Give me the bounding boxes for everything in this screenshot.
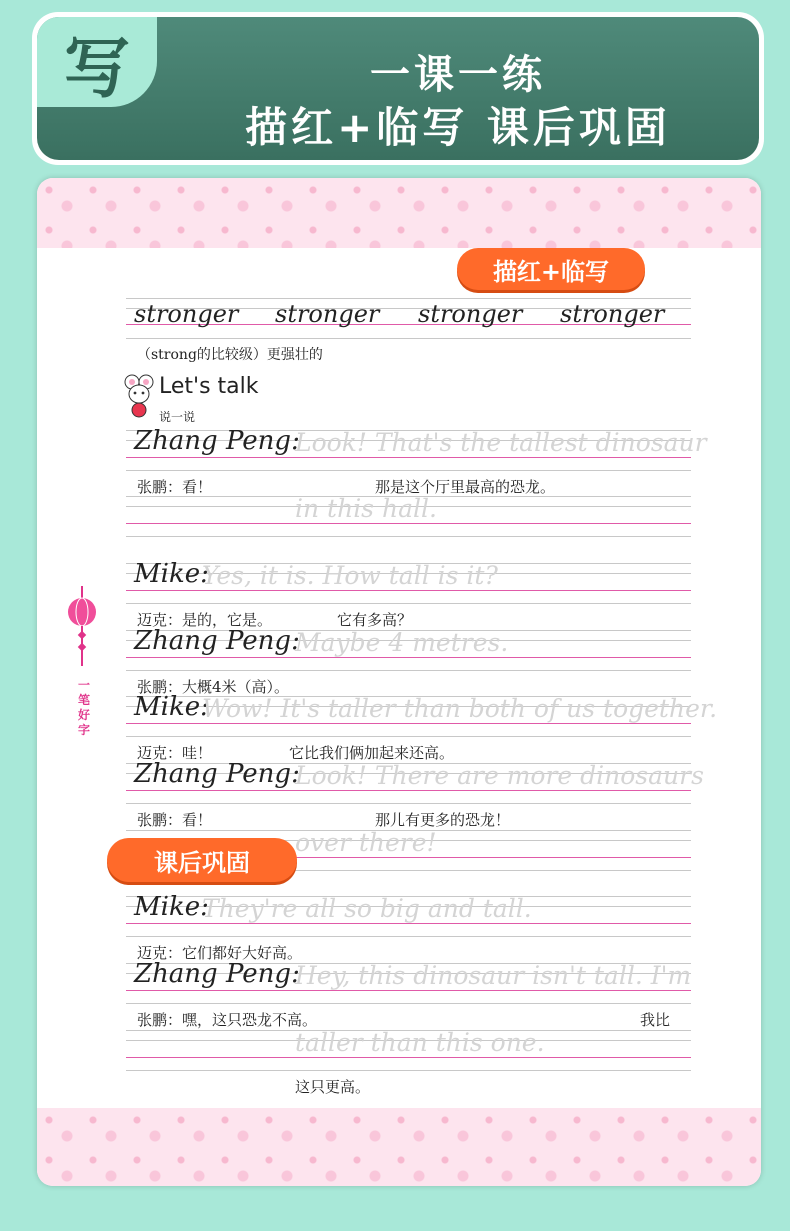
- ruled-line: [126, 523, 691, 524]
- floral-border-bottom: [37, 1108, 761, 1186]
- ruled-line: [126, 657, 691, 658]
- dialogue-4-cn-b: 它比我们俩加起来还高。: [289, 744, 455, 762]
- ruled-line: [126, 923, 691, 924]
- dialogue-5-trace-line: Look! There are more dinosaurs: [295, 761, 704, 790]
- ruled-line: [126, 590, 691, 591]
- header-title: 一课一练: [370, 52, 546, 98]
- dialogue-6-speaker: Mike:: [134, 892, 209, 922]
- dialogue-5-cn-a: 张鹏：看！: [137, 811, 213, 829]
- worksheet-page: [37, 178, 761, 1186]
- dialogue-4-cn-a: 迈克：哇！: [137, 744, 213, 762]
- ruled-line: [126, 1003, 691, 1004]
- dialogue-1-cn-a: 张鹏：看！: [137, 478, 213, 496]
- dialogue-7-trace-line: Hey, this dinosaur isn't tall. I'm: [295, 961, 692, 990]
- ruled-line: [126, 1057, 691, 1058]
- ruled-line: [126, 470, 691, 471]
- dialogue-5-cn-b: 那儿有更多的恐龙！: [375, 811, 511, 829]
- lets-talk-subtitle: 说一说: [159, 410, 196, 424]
- vocab-word-2: stronger: [275, 300, 380, 328]
- dialogue-4-trace-line: Wow! It's taller than both of us together.: [202, 694, 718, 723]
- dialogue-7-cn2: 这只更高。: [295, 1078, 371, 1096]
- floral-border-top: [37, 178, 761, 248]
- ruled-line: [126, 1070, 691, 1071]
- tag-after-class: 课后巩固: [107, 838, 297, 882]
- ruled-line: [126, 457, 691, 458]
- ruled-line: [126, 803, 691, 804]
- vocab-gloss: （strong的比较级）更强壮的: [137, 347, 323, 363]
- header-subtitle: 描红+临写 课后巩固: [245, 103, 671, 152]
- lantern-icon: [67, 586, 97, 766]
- dialogue-2-cn-b: 它有多高？: [337, 611, 413, 629]
- dialogue-6-trace-line: They're all so big and tall.: [202, 894, 532, 923]
- dialogue-1-trace-line-2: in this hall.: [295, 494, 437, 523]
- header-banner: [32, 12, 764, 165]
- dialogue-7-trace-line-2: taller than this one.: [295, 1028, 545, 1057]
- ruled-line: [126, 603, 691, 604]
- dialogue-3-trace-line: Maybe 4 metres.: [295, 628, 509, 657]
- dialogue-2-speaker: Mike:: [134, 559, 209, 589]
- vocab-word-4: stronger: [560, 300, 665, 328]
- dialogue-7-cn-b: 我比: [640, 1011, 671, 1029]
- vocab-word-3: stronger: [418, 300, 523, 328]
- dialogue-5-speaker: Zhang Peng:: [134, 759, 300, 789]
- dialogue-1-cn-b: 那是这个厅里最高的恐龙。: [375, 478, 556, 496]
- dialogue-3-speaker: Zhang Peng:: [134, 626, 300, 656]
- dialogue-2-cn-a: 迈克：是的，它是。: [137, 611, 273, 629]
- ruled-line: [126, 990, 691, 991]
- side-vertical-text: 一 笔 好 字: [77, 678, 90, 737]
- ruled-line: [126, 936, 691, 937]
- dialogue-7-cn-a: 张鹏：嘿，这只恐龙不高。: [137, 1011, 318, 1029]
- dialogue-5-trace-line-2: over there!: [295, 828, 437, 857]
- dialogue-1-trace-line: Look! That's the tallest dinosaur: [295, 428, 707, 457]
- dialogue-3-cn-a: 张鹏：大概4米（高）。: [137, 678, 290, 696]
- dialogue-1-speaker: Zhang Peng:: [134, 426, 300, 456]
- dialogue-2-trace-line: Yes, it is. How tall is it?: [202, 561, 498, 590]
- dialogue-4-speaker: Mike:: [134, 692, 209, 722]
- lets-talk-title: Let's talk: [159, 374, 259, 399]
- ruled-line: [126, 723, 691, 724]
- mouse-mascot-icon: [124, 374, 154, 418]
- dialogue-7-speaker: Zhang Peng:: [134, 959, 300, 989]
- ruled-line: [126, 670, 691, 671]
- ruled-line: [126, 536, 691, 537]
- ruled-line: [126, 790, 691, 791]
- ruled-line: [126, 736, 691, 737]
- tag-trace-copy: 描红+临写: [457, 248, 645, 290]
- header-badge: 写: [37, 17, 157, 107]
- vocab-word-1: stronger: [134, 300, 239, 328]
- header-panel: [37, 17, 759, 160]
- dialogue-6-cn-a: 迈克：它们都好大好高。: [137, 944, 303, 962]
